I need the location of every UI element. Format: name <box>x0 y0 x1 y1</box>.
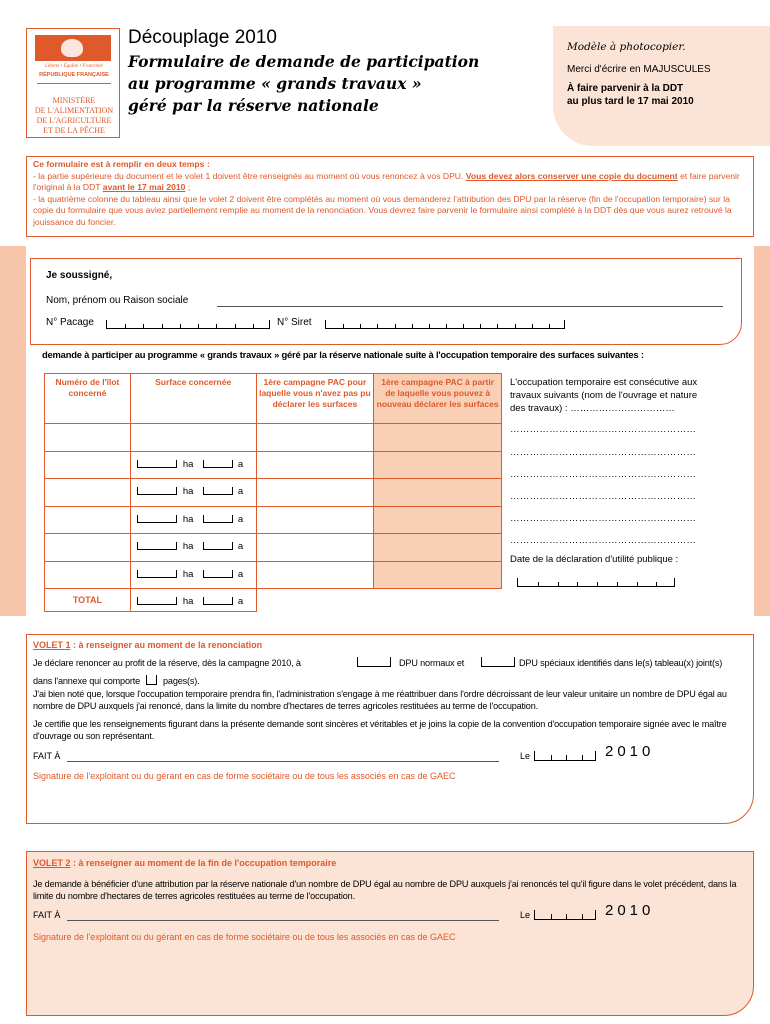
resume-cell[interactable] <box>374 451 502 479</box>
are-unit: a <box>237 513 244 525</box>
annex-line-b: pages(s). <box>163 676 200 686</box>
page-title: Formulaire de demande de participation au programme « grands travaux » géré par la réserve nationale <box>128 52 480 115</box>
ilot-cell[interactable] <box>45 534 131 562</box>
works-line[interactable]: ………………………………………………… <box>510 491 697 502</box>
ilot-cell[interactable] <box>45 451 131 479</box>
campaign-cell[interactable] <box>256 534 374 562</box>
ares-field[interactable] <box>203 460 233 468</box>
fait-a-field[interactable] <box>67 920 499 921</box>
campaign-cell[interactable] <box>256 561 374 589</box>
ministry-name: MINISTÈRE DE L'ALIMENTATION DE L'AGRICULTURE ET DE LA PÊCHE <box>34 96 114 135</box>
request-statement: demande à participer au programme « grands travaux » géré par la réserve nationale suite à l'occupation temporaire des surfaces suivantes : <box>42 349 644 360</box>
col-resume-campaign: 1ère campagne PAC à partir de laquelle vous pouvez à nouveau déclarer les surfaces <box>374 374 502 424</box>
renounce-line-b: DPU normaux et <box>399 658 465 668</box>
fait-a-label: FAIT À <box>33 910 61 920</box>
surface-cell[interactable] <box>130 424 256 452</box>
notice-item-2: - la quatrième colonne du tableau ainsi que le volet 2 doivent être complétés au moment où vous demanderez l'attribution des DPU par la réserve (fin de l'occupation temporaire) sur la copie du formulaire que vous aviez partiellement remplie au moment de la renonciation. Vous devrez faire parvenir le formulaire ainsi complété à la DDT dès que vous aurez retrouvé la jouissance du foncier. <box>33 193 732 227</box>
hectare-unit: ha <box>182 486 194 497</box>
table-total-row <box>45 589 502 612</box>
hectare-unit: ha <box>182 458 194 470</box>
total-surface-cell[interactable] <box>130 589 256 612</box>
hectares-field[interactable] <box>137 487 177 495</box>
surface-cell[interactable] <box>130 561 256 589</box>
ilot-cell[interactable] <box>45 424 131 452</box>
works-line[interactable]: ………………………………………………… <box>510 424 697 435</box>
volet-2-signature-label: Signature de l'exploitant ou du gérant en cas de forme sociétaire ou de tous les associés en cas de GAEC <box>33 932 456 942</box>
volet-2-request: Je demande à bénéficier d'une attribution par la réserve nationale d'un nombre de DPU égal au nombre de DPU auxquels j'ai renoncés tel qu'il figure dans le volet précédent, dans la limite du nombre d'hectares de terres agricoles restituées au terme de l'occupation. <box>33 879 737 901</box>
notice-emphasis: Vous devez alors conserver une copie du document <box>465 170 678 181</box>
normal-dpu-field[interactable] <box>357 657 391 667</box>
page-title-year: Découplage 2010 <box>128 27 277 48</box>
fait-a-label: FAIT À <box>33 751 61 761</box>
logo-divider <box>37 83 111 84</box>
volet-1-certification: Je certifie que les renseignements figurant dans la présente demande sont sincères et véritables et je joins la copie de la convention d'occupation temporaire signée avec le maître d'ouvrage ou son représentant. <box>33 719 727 741</box>
resume-cell[interactable] <box>374 506 502 534</box>
logo-motto: Liberté • Égalité • Fraternité <box>45 64 103 69</box>
dup-date-field[interactable] <box>517 578 675 587</box>
renounce-line-a: Je déclare renoncer au profit de la réserve, dès la campagne 2010, à <box>33 658 301 668</box>
are-unit: a <box>237 568 244 580</box>
marianne-icon <box>35 35 111 61</box>
works-line[interactable]: ………………………………………………… <box>510 535 697 546</box>
date-label: Le <box>520 910 531 920</box>
siret-field[interactable] <box>325 320 565 329</box>
table-row <box>45 451 502 479</box>
hectare-unit: ha <box>182 568 194 580</box>
volet-1-commitment: J'ai bien noté que, lorsque l'occupation temporaire prendra fin, l'administration s'engage à me réattribuer dans l'ordre décroissant de leur valeur unitaire un nombre de DPU égal au nombre de DPU auxquels j'ai renoncé, dans la limite du nombre d'hectares de terres agricoles restituées au terme de l'occupation. <box>33 689 727 711</box>
ares-field[interactable] <box>203 515 233 523</box>
are-unit: a <box>237 596 244 607</box>
empty-cell <box>256 589 374 612</box>
volet-1-number: VOLET 1 <box>33 640 71 650</box>
are-unit: a <box>237 486 244 497</box>
hectares-field[interactable] <box>137 542 177 550</box>
year-value: 2010 <box>605 743 655 760</box>
volet-1-box <box>26 634 754 824</box>
hectares-field[interactable] <box>137 597 177 605</box>
year-value: 2010 <box>605 902 655 919</box>
volet-2-subtitle: : à renseigner au moment de la fin de l'occupation temporaire <box>70 858 337 868</box>
occupation-text: L'occupation temporaire est consécutive aux travaux suivants (nom de l'ouvrage et nature des travaux) : …………………………… <box>510 377 698 414</box>
volet-1-subtitle: : à renseigner au moment de la renonciation <box>70 640 263 650</box>
volet-2-box <box>26 851 754 1016</box>
surface-cell[interactable] <box>130 479 256 507</box>
name-label: Nom, prénom ou Raison sociale <box>46 295 189 306</box>
surface-cell[interactable] <box>130 506 256 534</box>
ares-field[interactable] <box>203 487 233 495</box>
table-row <box>45 479 502 507</box>
ilot-cell[interactable] <box>45 561 131 589</box>
deadline-note: À faire parvenir à la DDT au plus tard le 17 mai 2010 <box>567 83 694 107</box>
resume-cell[interactable] <box>374 534 502 562</box>
resume-cell[interactable] <box>374 561 502 589</box>
works-line[interactable]: ………………………………………………… <box>510 513 697 524</box>
table-row <box>45 506 502 534</box>
resume-cell[interactable] <box>374 424 502 452</box>
photocopy-note: Modèle à photocopier. <box>567 41 686 53</box>
logo-republic: RÉPUBLIQUE FRANÇAISE <box>39 72 109 78</box>
table-header-row <box>45 374 502 424</box>
siret-label: N° Siret <box>277 317 312 328</box>
hectares-field[interactable] <box>137 570 177 578</box>
campaign-cell[interactable] <box>256 479 374 507</box>
date-field[interactable] <box>534 910 596 920</box>
surface-cell[interactable] <box>130 451 256 479</box>
notice-text: et faire parvenir l'original à la DDT <box>33 170 740 192</box>
notice-text: - la partie supérieure du document et le volet 1 doivent être renseignés au moment où vous renoncez à vos DPU. <box>33 170 466 181</box>
declarant-heading: Je soussigné, <box>46 270 113 281</box>
ares-field[interactable] <box>203 597 233 605</box>
empty-cell <box>374 589 502 612</box>
pacage-field[interactable] <box>106 320 270 329</box>
notice-deadline: avant le 17 mai 2010 <box>102 182 186 192</box>
notice-heading: Ce formulaire est à remplir en deux temps : <box>33 159 210 169</box>
fait-a-field[interactable] <box>67 761 499 762</box>
campaign-cell[interactable] <box>256 506 374 534</box>
ares-field[interactable] <box>203 542 233 550</box>
hectare-unit: ha <box>182 596 194 607</box>
hectare-unit: ha <box>182 541 194 552</box>
volet-2-number: VOLET 2 <box>33 858 71 868</box>
name-field[interactable] <box>217 306 723 307</box>
parcels-table <box>44 373 502 612</box>
date-label: Le <box>520 751 531 761</box>
are-unit: a <box>237 541 244 552</box>
col-surface: Surface concernée <box>130 374 256 424</box>
ilot-cell[interactable] <box>45 479 131 507</box>
surface-cell[interactable] <box>130 534 256 562</box>
table-row <box>45 424 502 452</box>
header-instructions-panel <box>553 26 770 146</box>
table-row <box>45 561 502 589</box>
total-label: TOTAL <box>45 589 131 612</box>
are-unit: a <box>237 458 244 470</box>
table-row <box>45 534 502 562</box>
col-first-campaign: 1ère campagne PAC pour laquelle vous n'avez pas pu déclarer les surfaces <box>256 374 374 424</box>
date-field[interactable] <box>534 751 596 761</box>
hectares-field[interactable] <box>137 460 177 468</box>
resume-cell[interactable] <box>374 479 502 507</box>
renounce-line-c: DPU spéciaux identifiés dans le(s) tableau(x) joint(s) <box>519 658 723 668</box>
notice-item-1 <box>33 171 747 194</box>
capitals-note: Merci d'écrire en MAJUSCULES <box>567 64 711 75</box>
instructions-notice <box>26 156 754 237</box>
declarant-box <box>30 258 742 345</box>
volet-2-title <box>33 858 336 868</box>
volet-1-signature-label: Signature de l'exploitant ou du gérant en cas de forme sociétaire ou de tous les associés en cas de GAEC <box>33 771 456 781</box>
pacage-label: N° Pacage <box>46 317 94 328</box>
ares-field[interactable] <box>203 570 233 578</box>
annex-pages-field[interactable] <box>146 675 157 685</box>
hectares-field[interactable] <box>137 515 177 523</box>
campaign-cell[interactable] <box>256 451 374 479</box>
campaign-cell[interactable] <box>256 424 374 452</box>
notice-text: ; <box>185 182 191 192</box>
volet-1-title <box>33 640 262 650</box>
ilot-cell[interactable] <box>45 506 131 534</box>
col-ilot: Numéro de l'îlot concerné <box>45 374 131 424</box>
works-line[interactable]: ………………………………………………… <box>510 447 697 458</box>
hectare-unit: ha <box>182 513 194 525</box>
special-dpu-field[interactable] <box>481 657 515 667</box>
marianne-logo <box>26 28 120 138</box>
works-line[interactable]: ………………………………………………… <box>510 469 697 480</box>
annex-line-a: dans l'annexe qui comporte <box>33 676 141 686</box>
dup-date-label: Date de la déclaration d'utilité publique : <box>510 554 679 565</box>
